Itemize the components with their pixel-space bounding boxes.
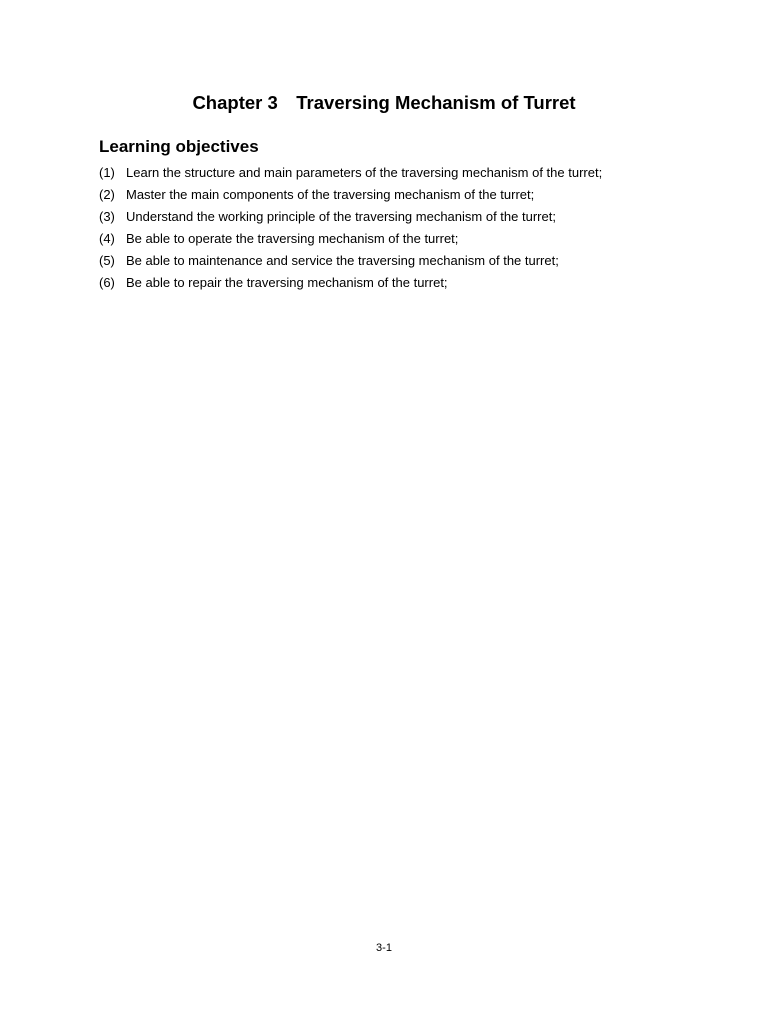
objective-text: Be able to maintenance and service the traversing mechanism of the turret; — [126, 253, 559, 268]
section-heading: Learning objectives — [99, 137, 259, 156]
objectives-list — [99, 162, 602, 294]
objective-number: (6) — [99, 275, 115, 290]
objective-item — [99, 206, 602, 228]
objective-number: (3) — [99, 209, 115, 224]
objective-text: Master the main components of the traversing mechanism of the turret; — [126, 187, 535, 202]
objective-number: (1) — [99, 165, 115, 180]
objective-text: Be able to operate the traversing mechanism of the turret; — [126, 231, 459, 246]
objective-number: (5) — [99, 253, 115, 268]
page-number: 3-1 — [376, 942, 392, 954]
objective-text: Learn the structure and main parameters of the traversing mechanism of the turret; — [126, 165, 603, 180]
objective-number: (2) — [99, 187, 115, 202]
objective-text: Be able to repair the traversing mechanism of the turret; — [126, 275, 448, 290]
objective-text: Understand the working principle of the traversing mechanism of the turret; — [126, 209, 556, 224]
objective-item — [99, 272, 602, 294]
objective-item — [99, 250, 602, 272]
objective-item — [99, 162, 602, 184]
objective-number: (4) — [99, 231, 115, 246]
objective-item — [99, 228, 602, 250]
chapter-title: Chapter 3 Traversing Mechanism of Turret — [192, 92, 576, 113]
objective-item — [99, 184, 602, 206]
